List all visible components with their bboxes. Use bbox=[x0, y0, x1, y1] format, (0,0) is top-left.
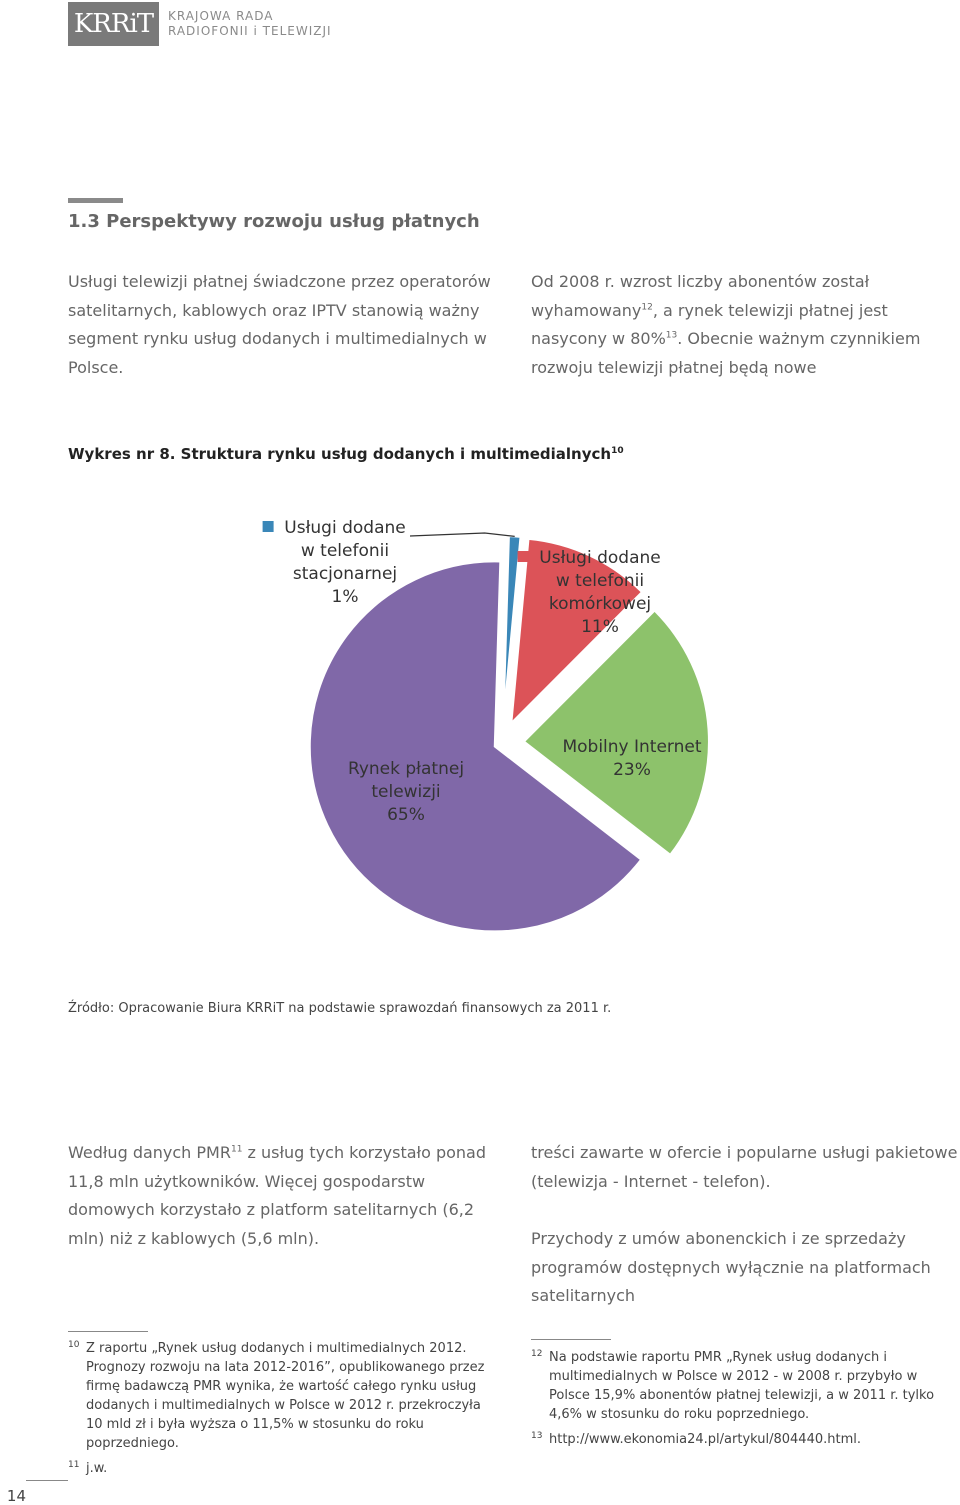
footnote-rule bbox=[68, 1331, 148, 1332]
figure-source: Źródło: Opracowanie Biura KRRiT na podstawie sprawozdań finansowych za 2011 r. bbox=[68, 1001, 612, 1016]
footnote-11 bbox=[68, 1459, 498, 1478]
bottom-right-column bbox=[531, 1139, 960, 1311]
footnote-number: 10 bbox=[68, 1340, 80, 1350]
intro-right-paragraph bbox=[531, 268, 960, 382]
bottom-right-paragraph-2: Przychody z umów abonenckich i ze sprzedaży programów dostępnych wyłącznie na platformach satelitarnych bbox=[531, 1229, 931, 1305]
figure-title-text: Wykres nr 8. Struktura rynku usług dodanych i multimedialnych bbox=[68, 445, 612, 463]
title-accent-bar bbox=[68, 198, 123, 203]
pie-label-0-line-0: Usługi dodane bbox=[284, 518, 406, 538]
legend-marker-1 bbox=[518, 551, 529, 562]
page-number: 14 bbox=[6, 1487, 26, 1505]
legend-marker-0 bbox=[263, 521, 274, 532]
krrit-logo: KRRiT bbox=[68, 2, 159, 46]
pie-label-0-line-3: 1% bbox=[331, 587, 359, 607]
bottom-left-paragraph bbox=[68, 1139, 498, 1253]
footnote-ref-13[interactable]: 13 bbox=[665, 330, 678, 341]
footnote-13 bbox=[531, 1430, 960, 1449]
footnote-text: j.w. bbox=[86, 1461, 108, 1476]
pie-label-0-line-2: stacjonarnej bbox=[292, 564, 398, 584]
pie-label-2-line-1: 23% bbox=[613, 760, 651, 780]
pie-leader-line bbox=[410, 533, 515, 536]
pie-label-0-line-1: w telefonii bbox=[300, 541, 390, 561]
footnotes-left bbox=[68, 1331, 498, 1478]
intro-right-text-2: , a rynek telewizji płatnej jest nasycony w 80% bbox=[531, 300, 888, 348]
pie-label-1-line-2: komórkowej bbox=[548, 594, 652, 614]
page-number-rule bbox=[26, 1480, 68, 1481]
footnote-ref-10[interactable]: 10 bbox=[611, 446, 624, 456]
intro-right-text-3: . Obecnie ważnym czynnikiem rozwoju telewizji płatnej będą nowe bbox=[531, 329, 921, 377]
footnote-number: 12 bbox=[531, 1349, 543, 1359]
footnotes-right bbox=[531, 1339, 960, 1449]
footnote-rule bbox=[531, 1339, 611, 1340]
pie-label-1-line-3: 11% bbox=[581, 617, 619, 637]
footnote-number: 11 bbox=[68, 1460, 80, 1470]
pie-label-3-line-1: telewizji bbox=[371, 782, 441, 802]
pie-label-1-line-0: Usługi dodane bbox=[539, 548, 661, 568]
pie-label-1-line-1: w telefonii bbox=[555, 571, 645, 591]
footnote-12 bbox=[531, 1348, 960, 1424]
footnote-ref-12[interactable]: 12 bbox=[641, 302, 653, 313]
footnote-text: Na podstawie raportu PMR „Rynek usług dodanych i multimedialnych w Polsce w 2012 - w 2008 r. przybyło w Polsce 15,9% abonentów płatnej telewizji, a w 2011 r. tylko 4,6% w stosunku do roku poprzedniego. bbox=[549, 1350, 935, 1422]
footnote-10 bbox=[68, 1339, 498, 1453]
footnote-text: Z raportu „Rynek usług dodanych i multimedialnych 2012. Prognozy rozwoju na lata 2012-2016”, opublikowanego przez firmę badawczą PMR wynika, że wartość całego rynku usług dodanych i multimedialnych w Polsce w 2012 r. przekroczyła 10 mld zł i była wyższa o 11,5% w stosunku do roku poprzedniego. bbox=[86, 1341, 485, 1451]
footnote-number: 13 bbox=[531, 1431, 543, 1441]
bottom-left-text-1: Według danych PMR bbox=[68, 1143, 231, 1162]
bottom-left-text-2: z usług tych korzystało ponad 11,8 mln użytkowników. Więcej gospodarstw domowych korzystało z platform satelitarnych (6,2 mln) niż z kablowych (5,6 mln). bbox=[68, 1143, 486, 1248]
footnote-text[interactable]: http://www.ekonomia24.pl/artykul/804440.html. bbox=[549, 1432, 861, 1447]
pie-label-3-line-0: Rynek płatnej bbox=[347, 759, 465, 779]
intro-left-paragraph: Usługi telewizji płatnej świadczone przez operatorów satelitarnych, kablowych oraz IPTV stanowią ważny segment rynku usług dodanych i multimedialnych w Polsce. bbox=[68, 272, 491, 377]
organization-name: KRAJOWA RADA RADIOFONII i TELEWIZJI bbox=[168, 9, 332, 38]
figure-title bbox=[68, 445, 624, 463]
footnote-ref-11[interactable]: 11 bbox=[230, 1144, 243, 1155]
pie-label-2-line-0: Mobilny Internet bbox=[562, 737, 702, 757]
section-title: 1.3 Perspektywy rozwoju usług płatnych bbox=[68, 211, 480, 232]
pie-chart bbox=[230, 505, 750, 945]
bottom-right-paragraph-1: treści zawarte w ofercie i popularne usługi pakietowe (telewizja - Internet - telefon). bbox=[531, 1143, 958, 1191]
pie-label-3-line-2: 65% bbox=[387, 805, 425, 825]
intro-right-text-1: Od 2008 r. wzrost liczby abonentów został wyhamowany bbox=[531, 272, 870, 320]
